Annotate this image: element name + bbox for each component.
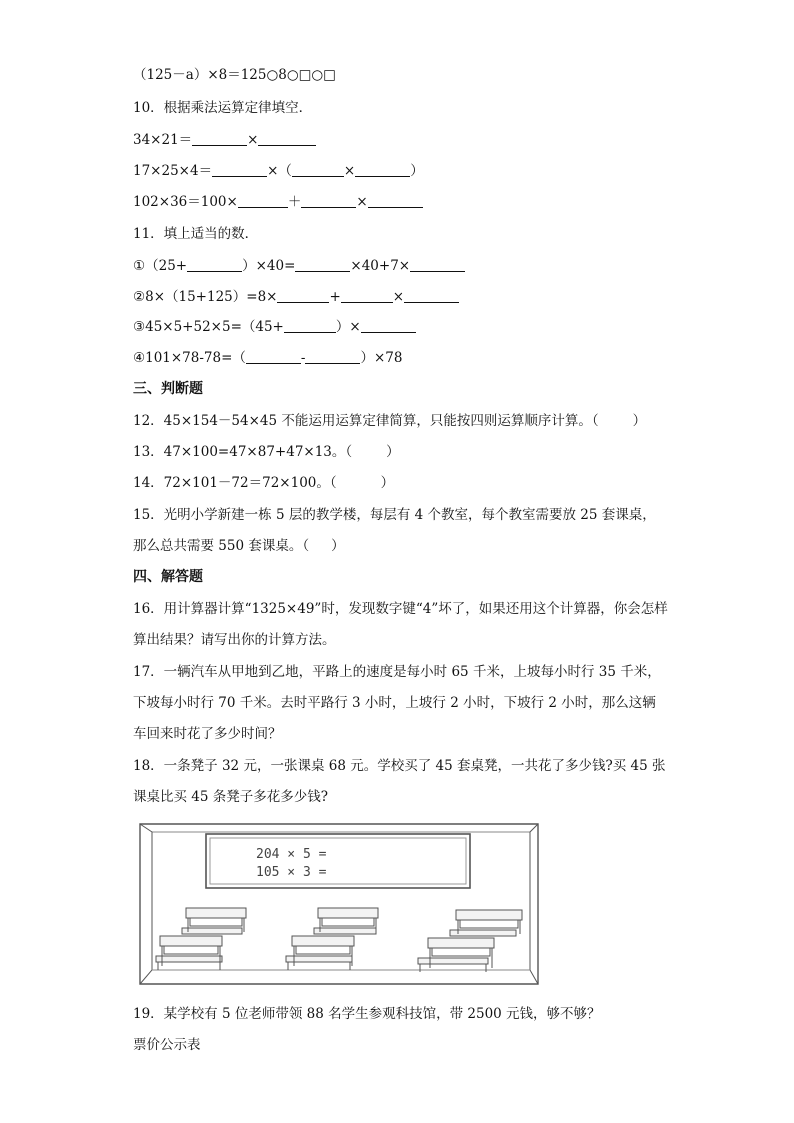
answer-blank[interactable]: [187, 259, 242, 272]
section-3-heading: 三、判断题: [133, 381, 203, 397]
answer-blank[interactable]: [246, 351, 301, 364]
answer-blank[interactable]: [258, 133, 316, 146]
desk: [318, 908, 378, 918]
answer-blank[interactable]: [301, 195, 356, 208]
answer-blank[interactable]: [284, 320, 336, 333]
q14: 14．72×101－72＝72×100。（ ）: [133, 475, 395, 491]
q18-line-2: 课桌比买 45 条凳子多花多少钱?: [133, 789, 328, 805]
q15-line-1: 15．光明小学新建一栋 5 层的教学楼，每层有 4 个教室，每个教室需要放 25 套课桌，: [133, 507, 656, 523]
answer-blank[interactable]: [368, 195, 423, 208]
answer-blank[interactable]: [341, 290, 393, 303]
q16-line-1: 16．用计算器计算“1325×49”时，发现数字键“4”坏了，如果还用这个计算器，你会怎样: [133, 601, 668, 617]
q19-line-1: 19．某学校有 5 位老师带领 88 名学生参观科技馆，带 2500 元钱，够不够？: [133, 1006, 601, 1022]
q16-line-2: 算出结果？请写出你的计算方法。: [133, 632, 336, 648]
answer-blank[interactable]: [361, 320, 416, 333]
q13: 13．47×100=47×87+47×13。（ ）: [133, 444, 400, 460]
answer-blank[interactable]: [404, 290, 459, 303]
q17-line-1: 17．一辆汽车从甲地到乙地，平路上的速度是每小时 65 千米，上坡每小时行 35 千米，: [133, 664, 661, 680]
desk: [186, 908, 246, 918]
answer-blank[interactable]: [295, 259, 350, 272]
section-4-heading: 四、解答题: [133, 569, 203, 585]
board-equation-1: 204 × 5 =: [256, 847, 327, 862]
q10-line-1: 34×21＝ ×: [133, 131, 316, 149]
classroom-drawing: [138, 820, 542, 988]
answer-blank[interactable]: [292, 164, 344, 177]
answer-blank[interactable]: [212, 164, 267, 177]
q12: 12．45×154－54×45 不能运用运算定律简算，只能按四则运算顺序计算。（ ）: [133, 413, 647, 429]
q10-line-3: 102×36＝100× ＋ ×: [133, 193, 423, 211]
q11-line-2: ②8×（15+125）=8× + ×: [133, 288, 459, 306]
q15-line-2: 那么总共需要 550 套课桌。（ ）: [133, 538, 345, 554]
board-equation-2: 105 × 3 =: [256, 865, 327, 880]
q18-line-1: 18．一条凳子 32 元，一张课桌 68 元。学校买了 45 套桌凳，一共花了多少钱?买 45 张: [133, 758, 666, 774]
answer-blank[interactable]: [305, 351, 360, 364]
answer-blank[interactable]: [238, 195, 288, 208]
q11-title: 11．填上适当的数．: [133, 226, 259, 242]
bench: [182, 928, 242, 934]
bench: [450, 930, 516, 936]
q11-line-4: ④101×78-78=（ - ）×78: [133, 350, 403, 366]
classroom-desks-illustration: [138, 820, 542, 988]
desk: [160, 936, 222, 946]
bench: [314, 928, 376, 934]
answer-blank[interactable]: [277, 290, 329, 303]
answer-blank[interactable]: [410, 259, 465, 272]
q19-line-2: 票价公示表: [133, 1037, 201, 1053]
answer-blank[interactable]: [355, 164, 410, 177]
bench: [286, 956, 352, 962]
q9-tail-line: （125－a）×8＝125○8○□○□: [133, 67, 336, 83]
bench: [156, 956, 222, 962]
answer-blank[interactable]: [192, 133, 247, 146]
desk: [292, 936, 354, 946]
desk: [456, 910, 522, 920]
q10-title: 10．根据乘法运算定律填空．: [133, 100, 313, 116]
q10-line-2: 17×25×4＝ ×（ × ）: [133, 163, 424, 179]
desk: [428, 938, 494, 948]
q17-line-2: 下坡每小时行 70 千米。去时平路行 3 小时，上坡行 2 小时，下坡行 2 小时，那么这辆: [133, 695, 656, 711]
q17-line-3: 车回来时花了多少时间？: [133, 726, 282, 742]
bench: [418, 958, 488, 964]
q11-line-3: ③45×5+52×5=（45+ ）×: [133, 318, 416, 336]
q11-line-1: ①（25+ ）×40= ×40+7×: [133, 257, 465, 275]
